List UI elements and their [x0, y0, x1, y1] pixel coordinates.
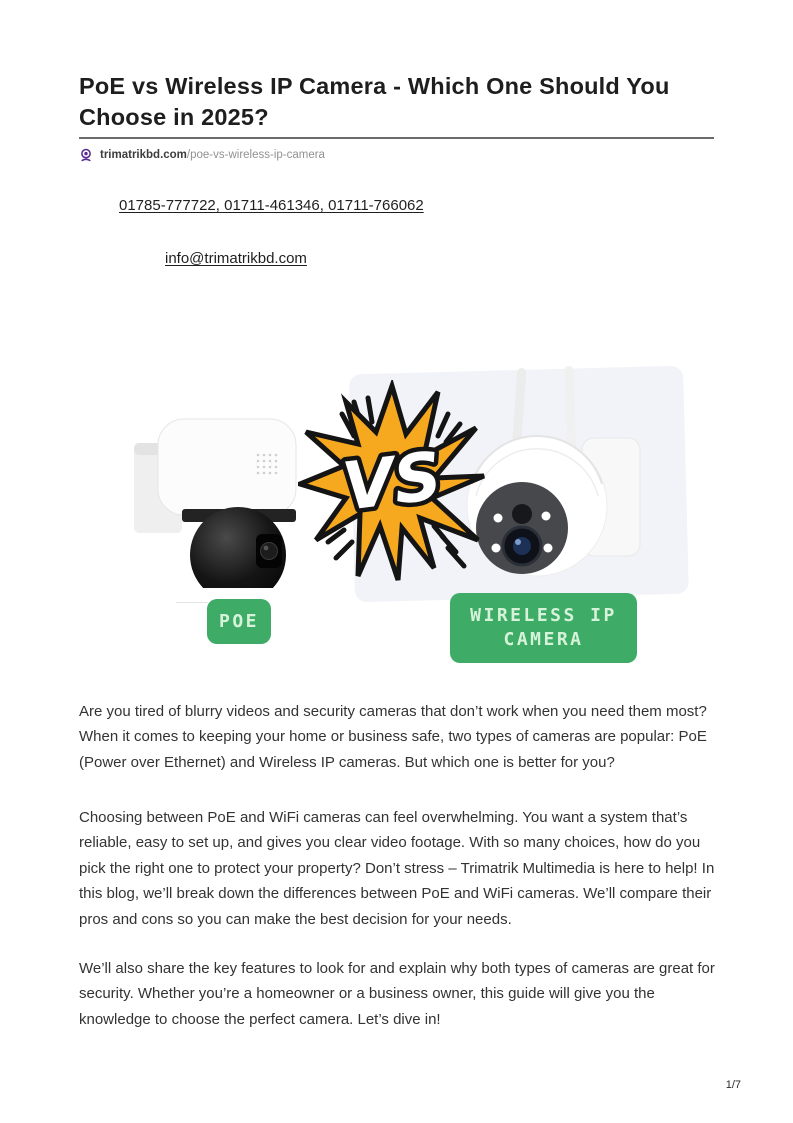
caption-tick-line [176, 602, 208, 603]
page-title: PoE vs Wireless IP Camera - Which One Should You Choose in 2025? [79, 73, 670, 130]
source-url [79, 146, 714, 164]
source-domain: trimatrikbd.com [100, 149, 187, 161]
header-divider [79, 137, 714, 139]
webcam-favicon-icon [79, 148, 93, 162]
page-number: 1/7 [725, 1079, 741, 1091]
hero-image [110, 362, 710, 667]
vs-label: VS [338, 437, 446, 526]
source-path: /poe-vs-wireless-ip-camera [186, 149, 325, 161]
vs-burst-icon [298, 380, 486, 585]
paragraph-intro: Are you tired of blurry videos and security cameras that don’t work when you need them most? When it comes to keeping your home or business safe, two types of cameras are popular: PoE (Power over Ethernet) and Wireless IP cameras. But which one is better for you? [79, 703, 707, 771]
poe-camera-illustration [130, 413, 300, 588]
paragraph-features: We’ll also share the key features to look for and explain why both types of cameras are great for security. Whether you’re a homeowner or a business owner, this guide will give you the knowledge to choose the perfect camera. Let’s dive in! [79, 960, 715, 1028]
phone-numbers-link[interactable]: 01785-777722, 01711-461346, 01711-766062 [119, 197, 424, 214]
poe-badge: POE [207, 599, 271, 644]
email-link[interactable]: info@trimatrikbd.com [165, 250, 307, 267]
wireless-ip-camera-badge: WIRELESS IP CAMERA [450, 593, 637, 663]
paragraph-choosing: Choosing between PoE and WiFi cameras can feel overwhelming. You want a system that’s reliable, easy to set up, and gives you clear video footage. With so many choices, how do you pick the right one to protect your property? Don’t stress – Trimatrik Multimedia is here to help! In this blog, we’ll break down the differences between PoE and WiFi cameras. We’ll compare their pros and cons so you can make the best decision for your needs. [79, 809, 715, 928]
